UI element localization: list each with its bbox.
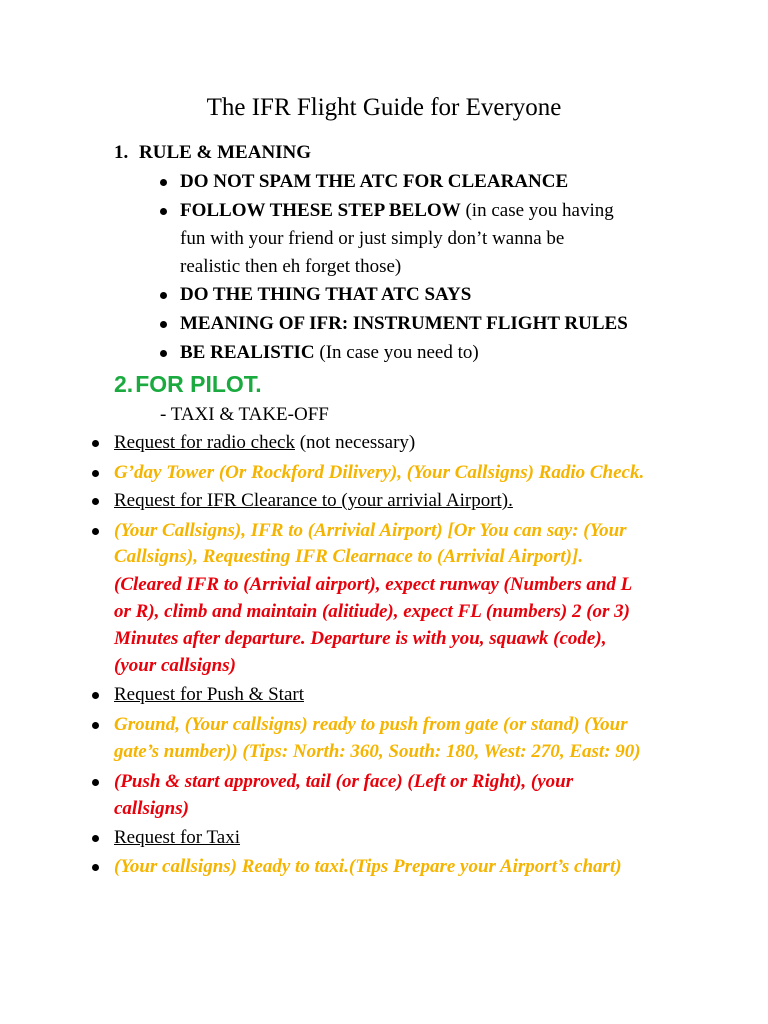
section2-number: 2. bbox=[114, 371, 134, 397]
clearance-request-line1: (Your Callsigns), IFR to (Arrivial Airport) [Or You can say: (Your bbox=[114, 520, 627, 541]
request-radio-check-label: Request for radio check bbox=[114, 432, 295, 453]
rule-item-5-bold: BE REALISTIC bbox=[180, 342, 315, 363]
radio-check-phrase: G’day Tower (Or Rockford Dilivery), (Your Callsigns) Radio Check. bbox=[114, 462, 645, 483]
rule-item-1: DO NOT SPAM THE ATC FOR CLEARANCE bbox=[180, 171, 569, 192]
section1-heading-row bbox=[114, 139, 311, 166]
bullet-icon bbox=[92, 835, 99, 842]
bullet-icon bbox=[160, 179, 167, 186]
bullet-icon bbox=[92, 779, 99, 786]
request-radio-check-note: (not necessary) bbox=[299, 432, 416, 453]
push-request-line2: gate’s number)) (Tips: North: 360, South: 180, West: 270, East: 90) bbox=[114, 741, 641, 762]
bullet-icon bbox=[160, 350, 167, 357]
request-push-start: Request for Push & Start bbox=[114, 684, 304, 705]
bullet-icon bbox=[160, 208, 167, 215]
request-ifr-clearance: Request for IFR Clearance to (your arrivial Airport). bbox=[114, 490, 513, 511]
bullet-icon bbox=[92, 498, 99, 505]
section1-heading: RULE & MEANING bbox=[139, 142, 312, 163]
bullet-icon bbox=[92, 470, 99, 477]
rule-item-2-line1 bbox=[180, 197, 614, 224]
rule-item-5 bbox=[180, 339, 479, 366]
bullet-icon bbox=[92, 722, 99, 729]
document-title: The IFR Flight Guide for Everyone bbox=[206, 94, 562, 121]
push-request-line1: Ground, (Your callsigns) ready to push from gate (or stand) (Your bbox=[114, 714, 628, 735]
clearance-reply-line4: (your callsigns) bbox=[114, 655, 236, 676]
request-radio-check bbox=[114, 429, 415, 456]
section1-number: 1. bbox=[114, 142, 129, 163]
bullet-icon bbox=[92, 864, 99, 871]
rule-item-5-rest: (In case you need to) bbox=[319, 342, 479, 363]
rule-item-2-rest: (in case you having bbox=[465, 200, 614, 221]
clearance-request-line2: Callsigns), Requesting IFR Clearnace to (Arrivial Airport)]. bbox=[114, 546, 584, 567]
bullet-icon bbox=[160, 292, 167, 299]
section2-subheading: - TAXI & TAKE-OFF bbox=[160, 404, 329, 425]
clearance-reply-line3: Minutes after departure. Departure is with you, squawk (code), bbox=[114, 628, 607, 649]
request-taxi: Request for Taxi bbox=[114, 827, 241, 848]
rule-item-2-line3: realistic then eh forget those) bbox=[180, 256, 402, 277]
rule-item-3: DO THE THING THAT ATC SAYS bbox=[180, 284, 472, 305]
push-reply-line1: (Push & start approved, tail (or face) (Left or Right), (your bbox=[114, 771, 574, 792]
taxi-request-phrase: (Your callsigns) Ready to taxi.(Tips Prepare your Airport’s chart) bbox=[114, 856, 622, 877]
rule-item-2-bold: FOLLOW THESE STEP BELOW bbox=[180, 200, 461, 221]
push-reply-line2: callsigns) bbox=[114, 798, 189, 819]
bullet-icon bbox=[160, 321, 167, 328]
section2-heading: FOR PILOT. bbox=[135, 371, 262, 397]
clearance-reply-line1: (Cleared IFR to (Arrivial airport), expect runway (Numbers and L bbox=[114, 574, 633, 595]
bullet-icon bbox=[92, 692, 99, 699]
bullet-icon bbox=[92, 528, 99, 535]
clearance-reply-line2: or R), climb and maintain (alitiude), expect FL (numbers) 2 (or 3) bbox=[114, 601, 630, 622]
section2-heading-row bbox=[114, 367, 262, 401]
bullet-icon bbox=[92, 440, 99, 447]
rule-item-4: MEANING OF IFR: INSTRUMENT FLIGHT RULES bbox=[180, 313, 628, 334]
rule-item-2-line2: fun with your friend or just simply don’t wanna be bbox=[180, 228, 565, 249]
